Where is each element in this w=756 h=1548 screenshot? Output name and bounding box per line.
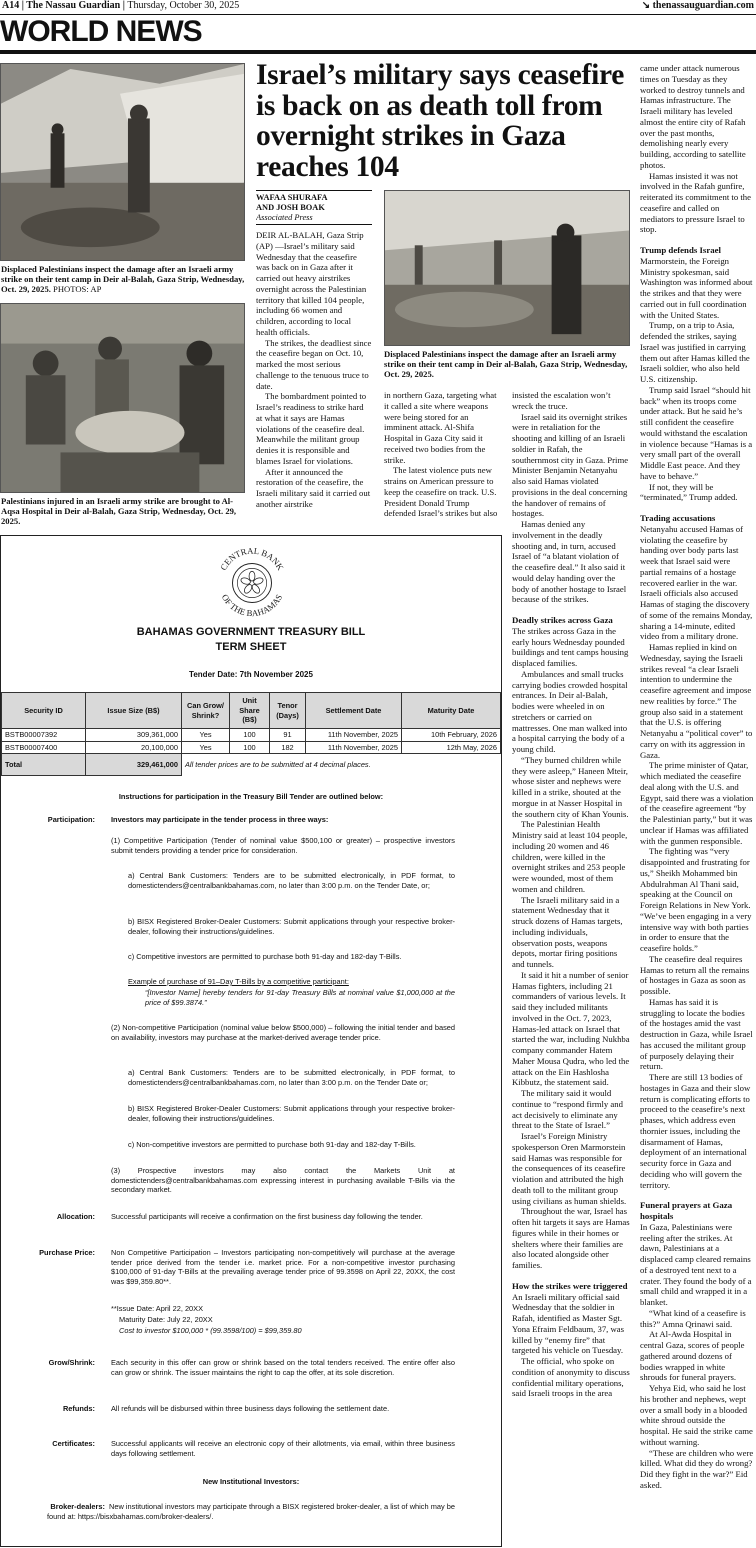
broker-text[interactable]: New institutional investors may participate through a BISX registered broker-dealer, a list of which may be found at: https://bisxbahamas.com/broker-dealers/.	[47, 1502, 455, 1521]
site-url[interactable]: ↘ thenassauguardian.com	[641, 0, 754, 11]
paragraph: It said it hit a number of senior Hamas fighters, including 21 commanders of various levels. It said they included militants involved in the Oct. 7, 2023, Hamas-led attack on Israel that started the war, including Nukhba company commander Hatem Maher Mousa Qudra, who led the attack on the Ein Hashlosha Kibbutz, the statement said.	[512, 969, 630, 1088]
competitive-b: b) BISX Registered Broker-Dealer Customers: Submit applications through your respective broker-dealer, following their instructions/guidelines.	[128, 917, 455, 936]
maturity-date: Maturity Date: July 22, 20XX	[119, 1315, 213, 1324]
refunds-label: Refunds:	[62, 1404, 95, 1413]
article-col-4	[640, 63, 754, 1547]
markets-unit: (3) Prospective investors may also contact the Markets Unit at domestictenders@centralbankbahamas.com expressing interest in purchasing available T-Bills via the secondary market.	[111, 1166, 455, 1195]
paragraph: The military said it would continue to “respond firmly and act decisively to eliminate any threat to the State of Israel.”	[512, 1088, 623, 1131]
article-col-3	[512, 390, 630, 1546]
paragraph: insisted the escalation won’t wreck the truce.	[512, 390, 611, 411]
paragraph: Throughout the war, Israel has often hit targets it says are Hamas figures while in their homes or shelters where their families are also located alongside other families.	[512, 1206, 630, 1270]
paragraph: The Palestinian Health Ministry said at least 104 people, including 20 women and 46 children, were killed in the overnight strikes and 253 people were wounded, most of them women and children.	[512, 819, 628, 894]
paragraph: Trump, on a trip to Asia, defended the strikes, saying Israel was justified in carrying them out after Hamas killed the Israeli soldier, who also held U.S. citizenship.	[640, 320, 750, 384]
paragraph: Hamas has said it is struggling to locate the bodies of the hostages amid the vast destruction in Gaza, while Israel has accused the militant group of purposely delaying their return.	[640, 996, 753, 1072]
paragraph: Netanyahu accused Hamas of violating the ceasefire by handing over body parts last week that Israel said were partial remains of a hostage recovered earlier in the war. Israeli officials also accused Hamas of staging the discovery of some of the remains Monday, sharing a 14-minute, edited video from a military drone.	[640, 523, 753, 642]
competitive-participation: (1) Competitive Participation (Tender of nominal value $500,100 or greater) – prospective investors submit tenders providing a tender price for consideration.	[111, 836, 455, 855]
noncompetitive-c: c) Non-competitive investors are permitted to purchase both 91-day and 182-day T-Bills.	[128, 1140, 416, 1149]
refunds-text: All refunds will be disbursed within three business days following the settlement date.	[111, 1404, 390, 1413]
paragraph: The bombardment pointed to Israel’s readiness to strike hard at what it says are Hamas violations of the ceasefire deal. Meanwhile the militant group denies it is responsible and blames Israel for violations.	[256, 391, 367, 466]
central-bank-seal-icon	[213, 544, 291, 622]
instructions-title: Instructions for participation in the Treasury Bill Tender are outlined below:	[118, 792, 384, 801]
treasury-table	[1, 692, 501, 776]
folio: A14 | The Nassau Guardian | Thursday, October 30, 2025	[2, 0, 240, 11]
th-maturity: Maturity Date	[402, 693, 501, 729]
photo-caption-2: Palestinians injured in an Israeli army strike are brought to Al-Aqsa Hospital in Deir al-Balah, Gaza Strip, Wednesday, Oct. 29, 2025.	[1, 496, 237, 526]
byline-rule-bottom	[256, 224, 372, 225]
subhead-trading: Trading accusations	[640, 513, 716, 523]
paragraph: Hamas insisted it was not involved in the Rafah gunfire, reiterated its commitment to the ceasefire and called on mediators to pressure Israel to stop.	[640, 170, 751, 235]
paragraph: The fighting was “very disappointed and frustrating for us,” Sheikh Mohammed bin Abdulrahman Al Thani said, speaking at the Council on Foreign Relations in New York. “We’ve been engaging in a very intensive way with both parties in order to ensure that the ceasefire holds.”	[640, 846, 752, 953]
example-title: Example of purchase of 91–Day T-Bills by a competitive participant:	[128, 977, 349, 986]
grow-text: Each security in this offer can grow or shrink based on the total tenders received. The entire offer also can grow or shrink. The issuer maintains the right to cap the offer, at its sole discretion.	[111, 1358, 455, 1377]
broker-label: Broker-dealers:	[50, 1502, 105, 1511]
noncompetitive-participation: (2) Non-competitive Participation (nominal value below $500,000) – following the initial tender and based on availability, investors may purchase at the market-derived average tender price.	[111, 1023, 455, 1042]
paragraph: Yehya Eid, who said he lost his brother and nephews, wept over a small body in a blooded white shroud outside the hospital. He said the strike came without warning.	[640, 1383, 753, 1447]
paragraph: in northern Gaza, targeting what it called a site where weapons were being stored for an imminent attack. Al-Shifa Hospital in Gaza City said it received two bodies from the strike.	[384, 390, 497, 465]
certificates-label: Certificates:	[52, 1439, 95, 1448]
header-rule	[0, 14, 756, 15]
paragraph: Ambulances and small trucks carrying bodies crowded hospital entrances. In Deir al-Balah, bodies were wheeled in on stretchers or carried on mattresses. One man walked into a hospital carrying the body of a young child.	[512, 668, 628, 754]
paragraph: Israel said its overnight strikes were in retaliation for the shooting and killing of an Israeli soldier in Rafah, the southernmost city in Gaza. Prime Minister Benjamin Netanyahu also said Hamas violated provisions in the deal concerning the handover of remains of hostages.	[512, 411, 629, 519]
purchase-label: Purchase Price:	[39, 1248, 95, 1257]
th-issue: Issue Size (B$)	[86, 693, 182, 729]
photo-tent-camp	[0, 63, 245, 261]
paragraph: After it announced the restoration of the ceasefire, the Israeli military said it carried out another airstrike	[256, 466, 371, 509]
paragraph: The official, who spoke on condition of anonymity to discuss confidential military operations, said Israeli troops in the area	[512, 1356, 630, 1399]
allocation-text: Successful participants will receive a confirmation on the first business day following the tender.	[111, 1212, 423, 1221]
byline-rule	[256, 190, 372, 191]
allocation-label: Allocation:	[56, 1212, 95, 1221]
participation-intro: Investors may participate in the tender process in three ways:	[111, 815, 329, 824]
cost-line: Cost to investor $100,000 * (99.3598/100) = $99,359.80	[119, 1326, 302, 1335]
svg-text:OF THE BAHAMAS: OF THE BAHAMAS	[219, 592, 285, 619]
paragraph: “They burned children while they were asleep,” Haneen Mteir, whose sister and nephews were killed in a strike, shouted at the morgue in at Nasser Hospital in the southern city of Khan Younis.	[512, 754, 629, 819]
headline: Israel’s military says ceasefire is back on as death toll from overnight strikes in Gaza reaches 104	[256, 60, 625, 182]
photo-hospital	[0, 303, 245, 493]
subhead-deadly: Deadly strikes across Gaza	[512, 615, 613, 625]
paragraph: The ceasefire deal requires Hamas to return all the remains of hostages in Gaza as soon as possible.	[640, 953, 750, 996]
paragraph: At Al-Awda Hospital in central Gaza, scores of people gathered around dozens of bodies wrapped in white shrouds for funeral prayers.	[640, 1329, 745, 1383]
th-security: Security ID	[2, 693, 86, 729]
ad-title-1: BAHAMAS GOVERNMENT TREASURY BILL	[136, 626, 366, 638]
th-unit: Unit Share (B$)	[230, 693, 270, 729]
paragraph: The latest violence puts new strains on American pressure to keep the ceasefire on track. U.S. President Donald Trump defended Israel’s strikes but also	[384, 465, 498, 519]
grow-label: Grow/Shrink:	[48, 1358, 95, 1367]
purchase-text: Non Competitive Participation – Investors participating non-competitively will purchase at the average tender price derived from the tender i.e. market price. For a non-competitive investor purchasing $100,000 of 91-day T-Bills at the prevailing average tender price of 99.3598 on April 22, 20XX, the cost was $99,359.80**.	[111, 1248, 455, 1286]
th-grow: Can Grow/ Shrink?	[182, 693, 230, 729]
article-col-1	[256, 230, 372, 530]
example-text: “[Investor Name] hereby tenders for 91-day Treasury Bills at nominal value $1,000,000 at the price of $99.3874.”	[145, 988, 455, 1007]
noncompetitive-a: a) Central Bank Customers: Tenders are to be submitted electronically, in PDF format, to domestictenders@centralbankbahamas.com, no later than 3:00 p.m. on the Tender Date or;	[128, 1068, 455, 1087]
th-settlement: Settlement Date	[306, 693, 402, 729]
page-header	[0, 0, 756, 14]
paragraph: In Gaza, Palestinians were reeling after the strikes. At dawn, Palestinians at a displaced camp cleared remains of a destroyed tent next to a crater. They found the body of a small child and wrapped it in a blanket.	[640, 1221, 752, 1307]
paragraph: The strikes across Gaza in the early hours Wednesday pounded buildings and tent camps housing displaced families.	[512, 625, 629, 668]
table-row: BSTB00007400 20,100,000 Yes 100 182 11th November, 2025 12th May, 2026	[2, 741, 501, 754]
table-row: BSTB00007392 309,361,000 Yes 100 91 11th November, 2025 10th February, 2026	[2, 729, 501, 742]
subhead-funeral: Funeral prayers at Gaza hospitals	[640, 1200, 733, 1221]
photo-woman-rubble	[384, 190, 630, 346]
treasury-bill-ad	[0, 535, 502, 1547]
paragraph: If not, they will be “terminated,” Trump added.	[640, 481, 738, 503]
subhead-trump: Trump defends Israel	[640, 245, 721, 255]
paragraph: The prime minister of Qatar, which mediated the ceasefire deal along with the U.S. and Egypt, said there was a violation of the ceasefire agreement “by the Palestinian party,” but it was unclear if Hamas was affiliated with the gunmen responsible.	[640, 760, 754, 846]
paragraph: came under attack numerous times on Tuesday as they worked to destroy tunnels and Hamas infrastructure. The Israeli military has leveled almost the entire city of Rafah over the past months, demolishing nearly every building, according to satellite photos.	[640, 63, 746, 170]
competitive-a: a) Central Bank Customers: Tenders are to be submitted electronically, in PDF format, to domestictenders@centralbankbahamas.com, no later than 3:00 p.m. on the Tender Date, or;	[128, 871, 455, 890]
paragraph: Hamas replied in kind on Wednesday, saying the Israeli strikes reveal “a clear Israeli intention to undermine the ceasefire agreement and impose new realities by force.” The group also said in a statement that the U.S. is offering Netanyahu a “political cover” to carry on with its aggression in Gaza.	[640, 642, 753, 760]
paragraph: The Israeli military said in a statement Wednesday that it struck dozens of Hamas targets, including individuals, observation posts, weapons depots, mortar firing positions and tunnels.	[512, 894, 623, 969]
subhead-triggered: How the strikes were triggered	[512, 1280, 628, 1291]
byline: WAFAA SHURAFA AND JOSH BOAK Associated Press	[256, 193, 328, 222]
section-title: WORLD NEWS	[0, 16, 202, 48]
photo-caption-1: Displaced Palestinians inspect the damage after an Israeli army strike on their tent camp in Deir al-Balah, Gaza Strip, Wednesday, Oct. 29, 2025. PHOTOS: AP	[1, 264, 245, 294]
ad-title-2: TERM SHEET	[215, 641, 287, 653]
section-rule	[0, 50, 756, 54]
paragraph: DEIR AL-BALAH, Gaza Strip (AP) —Israel’s military said Wednesday that the ceasefire was back on in Gaza after it carried out heavy airstrikes overnight across the Palestinian territory that killed 104 people, including 66 women and children, according to local health officials.	[256, 230, 367, 337]
issue-date: **Issue Date: April 22, 20XX	[111, 1304, 204, 1313]
paragraph: “These are children who were killed. What did they do wrong? Did they fight in the war?” Eid asked.	[640, 1447, 754, 1490]
paragraph: Marmorstein, the Foreign Ministry spokesman, said Washington was informed about the strikes and that they were carried out in full coordination with the United States.	[640, 255, 753, 320]
article-col-2	[384, 390, 502, 530]
participation-label: Participation:	[47, 815, 95, 824]
new-institutional-title: New Institutional Investors:	[202, 1477, 300, 1486]
svg-text:CENTRAL BANK: CENTRAL BANK	[218, 545, 286, 573]
paragraph: “What kind of a ceasefire is this?” Amna Qrinawi said.	[640, 1307, 746, 1329]
competitive-c: c) Competitive investors are permitted to purchase both 91-day and 182-day T-Bills.	[128, 952, 402, 961]
paragraph: Trump said Israel “should hit back” when its troops come under attack. But he said he’s still confident the ceasefire would withstand the escalation in violence because “Hamas is a very small part of the overall Middle East peace. And they have to behave.”	[640, 384, 753, 481]
paragraph: Hamas denied any involvement in the deadly shooting and, in turn, accused Israel of “a blatant violation of the ceasefire deal.” It also said it would delay handing over the body of another hostage to Israel because of the strikes.	[512, 519, 627, 605]
paragraph: Israel’s Foreign Ministry spokesperson Oren Marmorstein said Hamas was responsible for the consequences of its ceasefire violation and attributed the high death toll to the militant group using civilians as human shields.	[512, 1131, 627, 1206]
certificates-text: Successful applicants will receive an electronic copy of their allotments, via email, within three business days following settlement.	[111, 1439, 455, 1458]
noncompetitive-b: b) BISX Registered Broker-Dealer Customers: Submit applications through your respective broker-dealer, following their instructions/guidelines.	[128, 1104, 455, 1123]
paragraph: The strikes, the deadliest since the ceasefire began on Oct. 10, marked the most serious challenge to the tenuous truce to date.	[256, 337, 372, 391]
paragraph: An Israeli military official said Wednesday that the soldier in Rafah, identified as Master Sgt. Yona Efraim Feldbaum, 37, was killed by “enemy fire” that targeted his vehicle on Tuesday.	[512, 1291, 625, 1356]
tender-date: Tender Date: 7th November 2025	[189, 670, 313, 679]
th-tenor: Tenor (Days)	[270, 693, 306, 729]
paragraph: There are still 13 bodies of hostages in Gaza and their slow return is complicating efforts to proceed to the ceasefire’s next phases, which address even thornier issues, including the disarmament of Hamas, deployment of an international security force in Gaza and deciding who will govern the territory.	[640, 1072, 751, 1190]
photo-caption-3: Displaced Palestinians inspect the damage after an Israeli army strike on their tent camp in Deir al-Balah, Gaza Strip, Wednesday, Oct. 29, 2025.	[384, 349, 628, 379]
table-total-row: Total 329,461,000 All tender prices are to be submitted at 4 decimal places.	[2, 754, 501, 776]
